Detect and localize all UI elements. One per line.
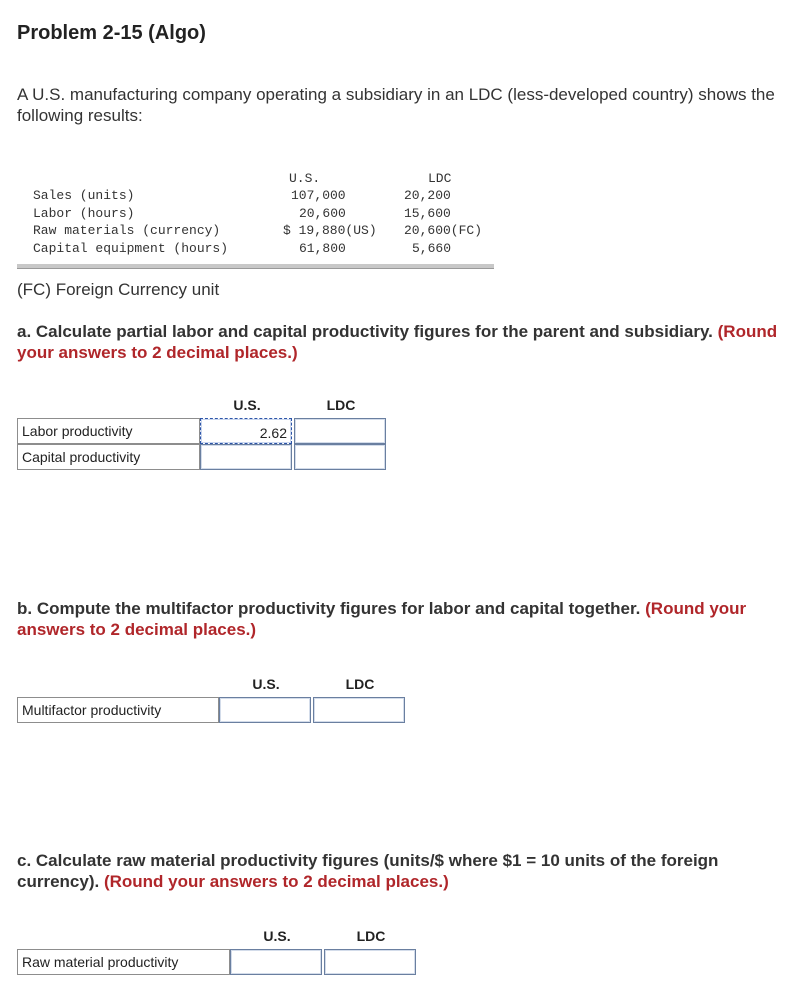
data-row-ldc-value: 5,660 [412,241,452,256]
part-b-table [17,671,407,723]
part-a-col-ldc: LDC [326,397,356,413]
data-row-label: Raw materials (currency) [33,223,221,238]
capital-productivity-ldc-input[interactable] [294,444,386,470]
part-c-instruction: (Round your answers to 2 decimal places.) [103,872,449,891]
data-row-us-value: 61,800 [299,241,346,256]
data-row-ldc-value: 15,600 [404,206,451,221]
part-b-question [17,598,782,640]
data-row-ldc-value: 20,600(FC) [404,223,483,238]
problem-title: Problem 2-15 (Algo) [17,22,206,44]
part-c-col-ldc: LDC [356,928,386,944]
data-header-us: U.S. [289,171,321,186]
data-row-us-value: 20,600 [299,206,346,221]
data-row-label: Sales (units) [33,188,135,203]
part-b-text: b. Compute the multifactor productivity figures for labor and capital together. [17,599,641,618]
data-row-label: Labor (hours) [33,206,135,221]
data-header-ldc: LDC [428,171,452,186]
part-b-instruction: (Round your answers to 2 decimal places.) [17,599,747,639]
capital-productivity-us-input[interactable] [200,444,292,470]
part-c-text: c. Calculate raw material productivity figures (units/$ where $1 = 10 units of the foreign currency). [17,851,719,891]
data-row-us-value: 107,000 [291,188,346,203]
part-c-col-us: U.S. [263,928,291,944]
raw-material-productivity-ldc-input[interactable] [324,949,416,975]
part-a-instruction: (Round your answers to 2 decimal places.) [17,322,778,362]
row-label-multifactor-productivity: Multifactor productivity [17,697,219,723]
data-row-us-value: $ 19,880(US) [283,223,377,238]
labor-productivity-us-input[interactable] [200,418,292,444]
labor-productivity-ldc-input[interactable] [294,418,386,444]
footnote: (FC) Foreign Currency unit [17,280,220,299]
raw-material-productivity-us-input[interactable] [230,949,322,975]
part-b-col-ldc: LDC [345,676,375,692]
multifactor-productivity-ldc-input[interactable] [313,697,405,723]
part-a-col-us: U.S. [233,397,261,413]
row-label-capital-productivity: Capital productivity [17,444,200,470]
part-c-table [17,923,418,975]
row-label-labor-productivity: Labor productivity [17,418,200,444]
data-row-label: Capital equipment (hours) [33,241,229,256]
data-table-rule [17,264,494,269]
multifactor-productivity-us-input[interactable] [219,697,311,723]
problem-intro: A U.S. manufacturing company operating a subsidiary in an LDC (less-developed country) shows the following results: [17,85,775,125]
part-c-question [17,850,782,892]
row-label-raw-material-productivity: Raw material productivity [17,949,230,975]
data-row-ldc-value: 20,200 [404,188,451,203]
part-a-table [17,392,388,470]
part-a-question [17,321,782,363]
part-a-text: a. Calculate partial labor and capital productivity figures for the parent and subsidiary. [17,322,713,341]
part-b-col-us: U.S. [252,676,280,692]
